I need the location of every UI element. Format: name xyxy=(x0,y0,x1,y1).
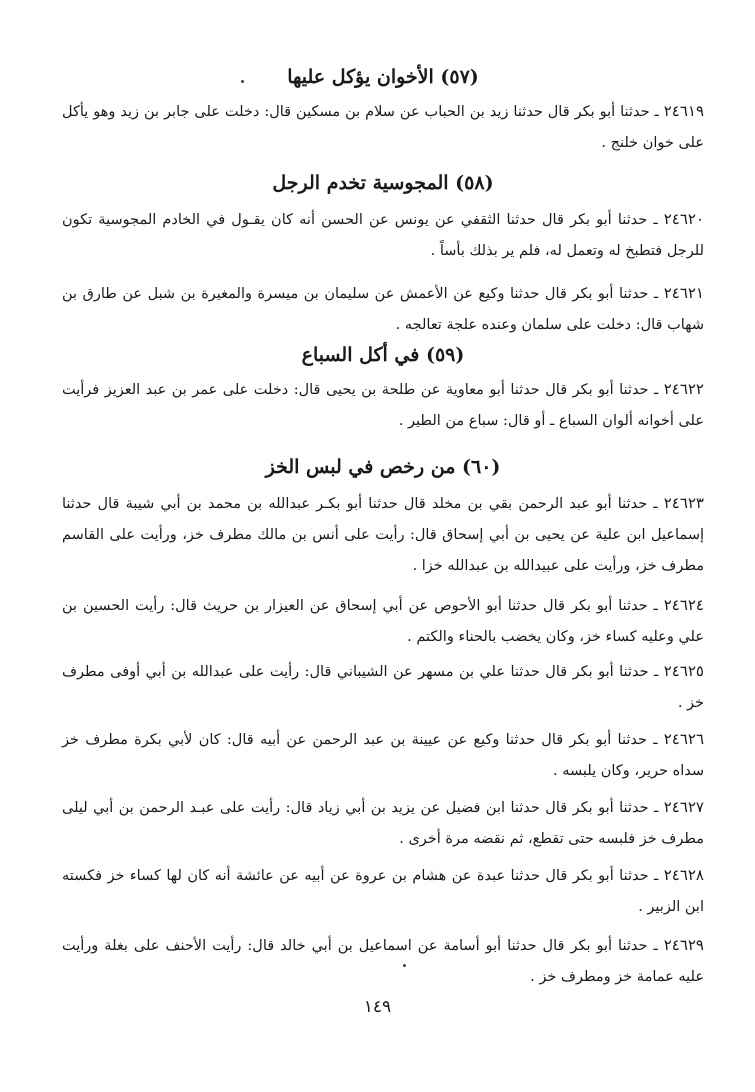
hadith-number: ٢٤٦١٩ xyxy=(663,102,705,120)
scan-speck xyxy=(403,964,406,967)
hadith-text: ـ حدثنا أبو بكر قال حدثنا عبدة عن هشام بن عروة عن أبيه عن عائشة أنه كان لها كساء خز فكسته ابن الزبير . xyxy=(62,868,704,915)
page-number: ١٤٩ xyxy=(363,997,392,1017)
hadith-24624 xyxy=(62,590,704,653)
hadith-number: ٢٤٦٢١ xyxy=(663,284,704,302)
hadith-text: ـ حدثنا أبو بكر قال حدثنا ابن فضيل عن يزيد بن أبي زياد قال: رأيت على عبـد الرحمن بن أبي ليلى مطرف خز فلبسه حتى تقطع، ثم نقضه مرة أخرى . xyxy=(62,800,704,847)
hadith-24620 xyxy=(62,204,704,267)
hadith-text: ـ حدثنا أبو بكر قال حدثنا علي بن مسهر عن الشيباني قال: رأيت على عبدالله بن أبي أوفى مطرف خز . xyxy=(62,664,704,711)
hadith-number: ٢٤٦٢٤ xyxy=(663,596,704,614)
hadith-24625 xyxy=(62,656,704,719)
hadith-24627 xyxy=(62,792,704,855)
text-column xyxy=(62,0,704,1092)
hadith-24629 xyxy=(62,930,704,993)
hadith-text: ـ حدثنا أبو بكر قال حدثنا زيد بن الحباب عن سلام بن مسكين قال: دخلت على جابر بن زيد وهو يأكل على خوان خلنج . xyxy=(62,104,704,151)
hadith-number: ٢٤٦٢٩ xyxy=(663,936,704,954)
hadith-text: ـ حدثنا أبو بكر قال حدثنا أبو الأحوص عن أبي إسحاق عن العيزار بن حريث قال: رأيت الحسين بن علي وعليه كساء خز، وكان يخضب بالحناء والكتم . xyxy=(62,598,704,645)
hadith-text: ـ حدثنا أبو بكر قال حدثنا أبو أسامة عن اسماعيل بن أبي خالد قال: رأيت الأحنف على بغلة ورأيت عليه عمامة خز ومطرف خز . xyxy=(62,938,704,985)
hadith-number: ٢٤٦٢٠ xyxy=(663,210,705,228)
hadith-24628 xyxy=(62,860,704,923)
hadith-text: ـ حدثنا أبو بكر قال حدثنا وكيع عن عيينة بن عبد الرحمن عن أبيه قال: كان لأبي بكرة مطرف خز سداه حرير، وكان يلبسه . xyxy=(62,732,704,779)
hadith-number: ٢٤٦٢٧ xyxy=(663,798,704,816)
hadith-24626 xyxy=(62,724,704,787)
chapter-heading-60: (٦٠) من رخص في لبس الخز xyxy=(265,456,501,478)
hadith-number: ٢٤٦٢٣ xyxy=(663,494,704,512)
hadith-text: ـ حدثنا أبو بكر قال حدثنا الثقفي عن يونس عن الحسن أنه كان يقـول في الخادم المجوسية تكون للرجل فتطبخ له وتعمل له، فلم ير بذلك بأساً . xyxy=(62,212,704,259)
hadith-24623 xyxy=(62,488,704,582)
hadith-number: ٢٤٦٢٥ xyxy=(663,662,704,680)
hadith-number: ٢٤٦٢٦ xyxy=(663,730,705,748)
hadith-number: ٢٤٦٢٢ xyxy=(663,380,704,398)
chapter-heading-58: (٥٨) المجوسية تخدم الرجل xyxy=(272,172,494,194)
hadith-24621 xyxy=(62,278,704,341)
hadith-text: ـ حدثنا أبو بكر قال حدثنا أبو معاوية عن طلحة بن يحيى قال: دخلت على عمر بن عبد العزيز فرأيت على أخوانه ألوان السباع ـ أو قال: سباع من الطير . xyxy=(62,382,704,429)
hadith-text: ـ حدثنا أبو بكر قال حدثنا وكيع عن الأعمش عن سليمان بن ميسرة والمغيرة بن شبل عن طارق بن شهاب قال: دخلت على سلمان وعنده علجة تعالجه . xyxy=(62,286,704,333)
hadith-24619 xyxy=(62,96,704,159)
hadith-24622 xyxy=(62,374,704,437)
chapter-heading-57: (٥٧) الأخوان يؤكل عليها xyxy=(287,66,479,88)
scan-speck xyxy=(241,80,244,83)
hadith-text: ـ حدثنا أبو عبد الرحمن بقي بن مخلد قال حدثنا أبو بكـر عبدالله بن محمد بن أبي شيبة قال حدثنا إسماعيل ابن علية عن يحيى بن أبي إسحاق قال: رأيت على أنس بن مالك مطرف خز، ورأيت على القاسم مطرف خز، ورأيت على عبيدالله بن عبدالله خزا . xyxy=(62,496,704,574)
chapter-heading-59: (٥٩) في أكل السباع xyxy=(301,344,465,366)
hadith-number: ٢٤٦٢٨ xyxy=(663,866,704,884)
